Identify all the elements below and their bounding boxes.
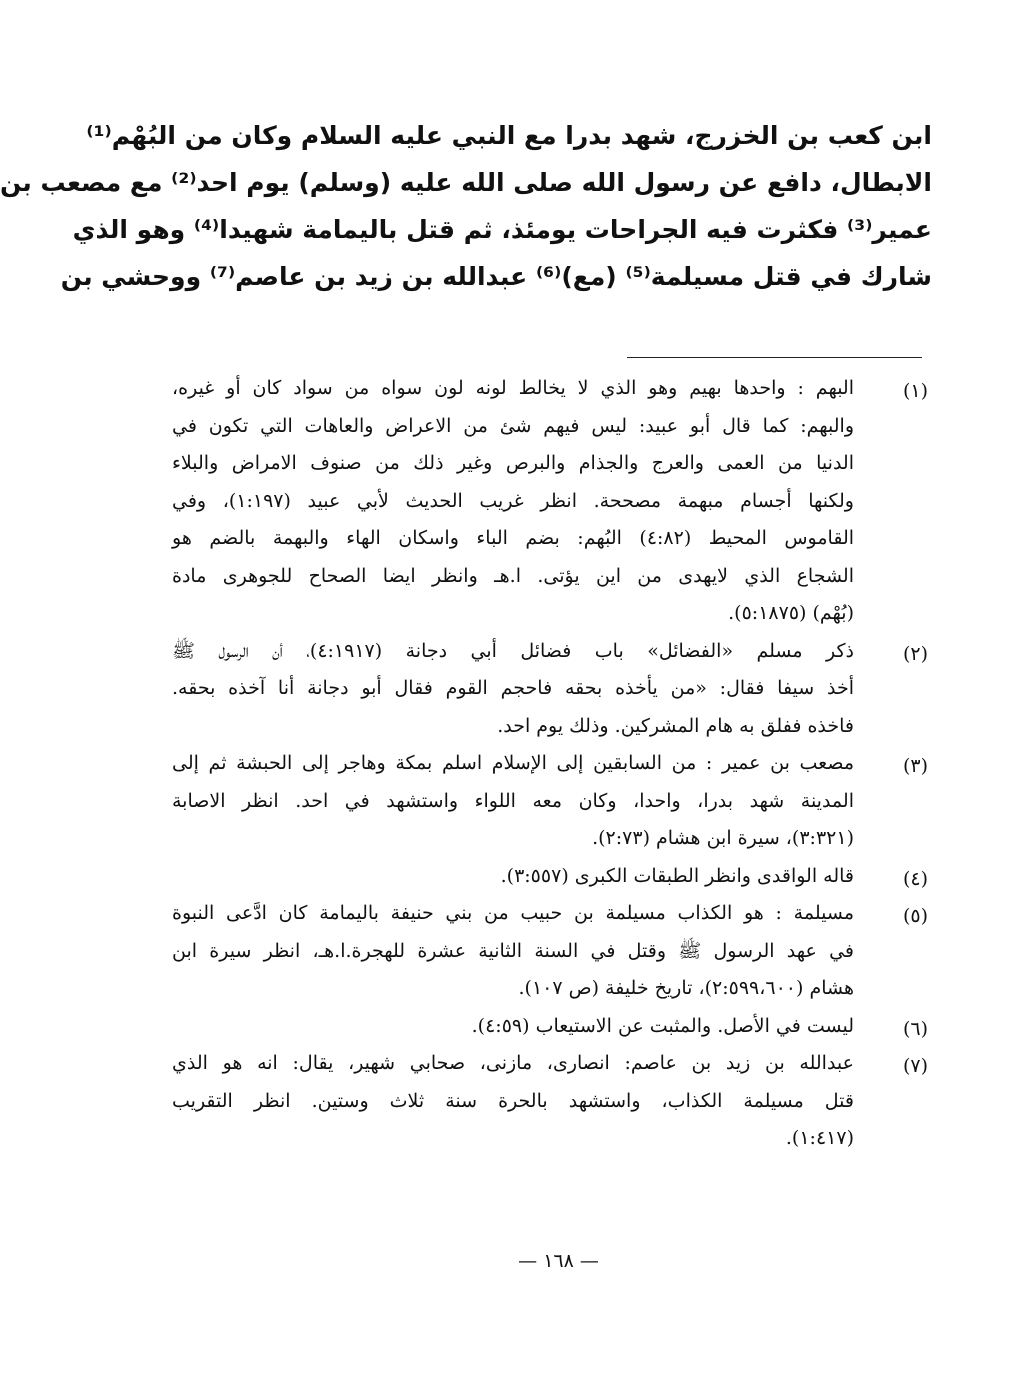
footnote-line: أخذ سيفا فقال: «من يأخذه بحقه فاحجم القوم فقال أبو دجانة أنا آخذه بحقه. [172,677,854,699]
footnote-line: والبهم: كما قال أبو عبيد: ليس فيهم شئ من الاعراض والعاهات التي تكون في [172,414,854,437]
footnote-line: ولكنها أجسام مبهمة مصححة. انظر غريب الحديث لأبي عبيد (١:١٩٧)، وفي [172,489,854,512]
main-text-line: عمير⁽³⁾ فكثرت فيه الجراحات يومئذ، ثم قتل باليمامة شهيدا⁽⁴⁾ وهو الذي [72,215,932,244]
main-text-block [0,112,932,300]
footnote-line: (بُهْم) (٥:١٨٧٥). [728,602,854,624]
footnote-line: القاموس المحيط (٤:٨٢) البُهم: بضم الباء واسكان الهاء والبهمة بالضم هو [172,527,855,549]
footnote-line: الدنيا من العمى والعرج والجذام والبرص وغير ذلك من صنوف الامراض والبلاء [172,452,854,474]
footnote-line: (٣:٣٢١)، سيرة ابن هشام (٢:٧٣). [592,827,854,849]
main-text-line: الابطال، دافع عن رسول الله صلى الله عليه (وسلم) يوم احد⁽²⁾ مع مصعب بن [0,168,932,197]
page-number: — ١٦٨ — [518,1250,599,1272]
main-text-line: ابن كعب بن الخزرج، شهد بدرا مع النبي عليه السلام وكان من البُهْم⁽¹⁾ [86,121,932,150]
footnote-line: المدينة شهد بدرا، واحدا، وكان معه اللواء واستشهد في احد. انظر الاصابة [172,789,854,812]
footnote-3 [172,745,942,858]
footnote-number: (٢) [902,642,928,665]
footnote-line: مصعب بن عمير : من السابقين إلى الإسلام اسلم بمكة وهاجر إلى الحبشة ثم إلى [172,752,854,774]
footnote-line: في عهد الرسول ﷺ وقتل في السنة الثانية عشرة للهجرة.ا.هـ، انظر سيرة ابن [172,939,854,962]
footnote-2 [172,633,942,746]
footnote-line: قتل مسيلمة الكذاب، واستشهد بالحرة سنة ثلاث وستين. انظر التقريب [172,1089,854,1112]
footnote-line: فاخذه ففلق به هام المشركين. وذلك يوم احد. [497,714,854,737]
footnote-separator [627,357,922,358]
footnote-4 [172,858,942,896]
footnote-line: قاله الواقدى وانظر الطبقات الكبرى (٣:٥٥٧). [500,864,854,887]
footnote-5 [172,895,942,1008]
footnote-line: هشام (٢:٥٩٩،٦٠٠)، تاريخ خليفة (ص ١٠٧). [518,977,854,999]
footnote-line: ليست في الأصل. والمثبت عن الاستيعاب (٤:٥٩). [471,1014,854,1037]
footnote-line: مسيلمة : هو الكذاب مسيلمة بن حبيب من بني حنيفة باليمامة كان ادَّعى النبوة [172,902,854,924]
footnote-number: (٦) [902,1017,928,1040]
main-text-line: شارك في قتل مسيلمة⁽⁵⁾ (مع)⁽⁶⁾ عبدالله بن زيد بن عاصم⁽⁷⁾ ووحشي بن [60,262,932,291]
footnote-line: الشجاع الذي لايهدى من اين يؤتى. ا.هـ وانظر ايضا الصحاح للجوهرى مادة [172,564,854,587]
footnote-number: (٥) [902,905,928,927]
footnote-line: ذكر مسلم «الفضائل» باب فضائل أبي دجانة (٤:١٩١٧)، أن الرسول ﷺ [172,639,854,662]
footnote-number: (٧) [902,1055,928,1077]
footnote-number: (١) [902,380,928,402]
footnote-1 [172,370,942,633]
footnote-7 [172,1045,942,1158]
footnotes-section [172,370,942,1158]
footnote-number: (٣) [902,755,928,777]
footnote-line: (١:٤١٧). [785,1127,854,1149]
footnote-line: البهم : واحدها بهيم وهو الذي لا يخالط لونه لون سواه من سواد كان أو غيره، [172,377,854,399]
footnote-number: (٤) [902,867,928,890]
footnote-line: عبدالله بن زيد بن عاصم: انصارى، مازنى، صحابي شهير، يقال: انه هو الذي [172,1052,854,1074]
footnote-6 [172,1008,942,1046]
